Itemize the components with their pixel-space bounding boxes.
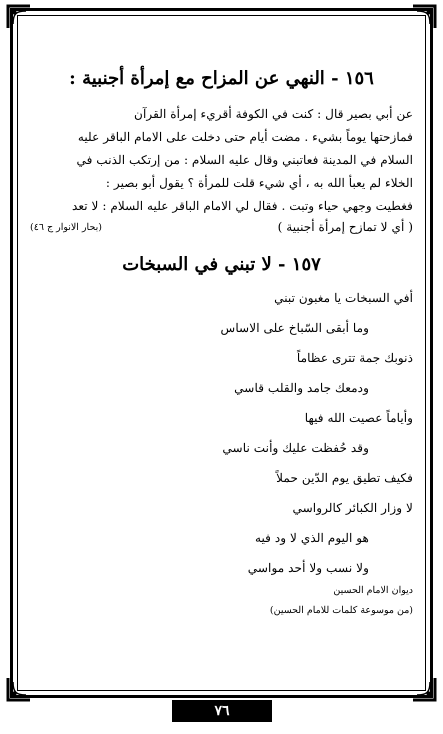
corner-ornament-icon (411, 676, 437, 702)
reference-row (30, 220, 413, 234)
poem-verse: لا وزار الكبائر كالرواسي (292, 501, 413, 515)
paragraph-last-line: ( أي لا تمازح إمرأة أجنبية ) (277, 220, 413, 234)
narration-paragraph (30, 103, 413, 218)
page-number: ٧٦ (172, 700, 272, 722)
poem-verse: وأياماً عصيت الله فيها (304, 411, 413, 425)
poem-source: ديوان الامام الحسين (333, 585, 413, 596)
poem-verse: أفي السبخات يا مغبون تبني (274, 291, 413, 305)
poem-verse: هو اليوم الذي لا ود فيه (254, 531, 369, 545)
poem-verse: ودمعك جامد والقلب قاسي (234, 381, 369, 395)
corner-ornament-icon (6, 676, 32, 702)
poem-verse: وقد حُفظت عليك وأنت ناسي (222, 441, 369, 455)
poem-verse: فكيف تطيق يوم الدّين حملاً (276, 471, 413, 485)
page-content (30, 30, 413, 619)
section-heading-156: ١٥٦ - النهي عن المزاح مع إمرأة أجنبية : (69, 68, 374, 89)
section-heading-157: ١٥٧ - لا تبني في السبخات (122, 254, 321, 275)
corner-ornament-icon (6, 4, 32, 30)
poem-source-secondary: (من موسوعة كلمات للامام الحسين) (269, 605, 413, 616)
poem-verse: ذنوبك جمة تترى عظاماً (296, 351, 413, 365)
paragraph-line: السلام في المدينة فعاتبني وقال عليه السلام : من إرتكب الذنب في (76, 153, 413, 167)
paragraph-line: فغطيت وجهي حياء وتبت . فقال لي الامام الباقر عليه السلام : لا تعد (72, 199, 413, 213)
poem-verse: وما أبقى السّباخ على الاساس (220, 321, 369, 335)
poem (30, 283, 413, 583)
source-citation: (بحار الانوار ج ٤٦) (30, 221, 102, 233)
paragraph-line: فمازحتها يوماً بشيء . مضت أيام حتى دخلت على الامام الباقر عليه (77, 130, 413, 144)
corner-ornament-icon (411, 4, 437, 30)
paragraph-line: عن أبي بصير قال : كنت في الكوفة أقريء إمرأة القرآن (134, 107, 413, 121)
paragraph-line: الخلاء لم يعبأ الله به ، أي شيء قلت للمرأة ؟ يقول أبو بصير : (105, 176, 413, 190)
poem-verse: ولا نسب ولا أحد مواسي (247, 561, 369, 575)
